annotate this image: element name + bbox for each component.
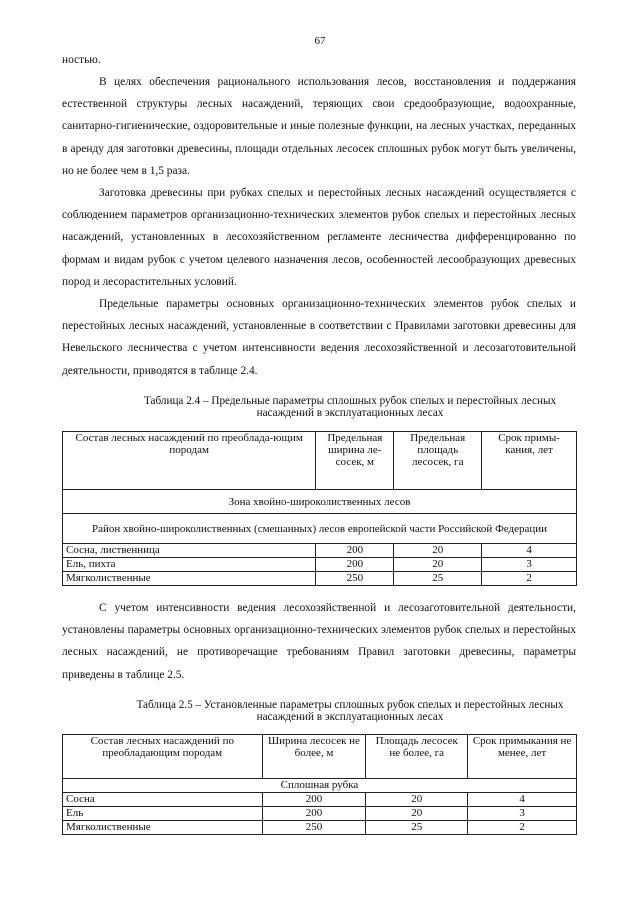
value-cell: 4	[482, 544, 577, 558]
table-section-row	[63, 779, 577, 793]
table-row	[63, 807, 577, 821]
species-cell: Ель, пихта	[63, 558, 316, 572]
value-cell: 4	[468, 793, 577, 807]
species-cell: Мягколиственные	[63, 821, 263, 835]
value-cell: 250	[262, 821, 366, 835]
value-cell: 20	[366, 793, 468, 807]
value-cell: 200	[262, 793, 366, 807]
header-cell: Срок примы-кания, лет	[482, 432, 577, 490]
species-cell: Ель	[63, 807, 263, 821]
table-row	[63, 793, 577, 807]
value-cell: 25	[366, 821, 468, 835]
species-cell: Мягколиственные	[63, 572, 316, 586]
paragraph-4: С учетом интенсивности ведения лесохозяйственной и лесозаготовительной деятельности, установлены параметры основных организационно-технических элементов рубок спелых и перестойных лесных насаждений, не противоречащие требованиям Правил заготовки древесины, параметры приведены в таблице 2.5.	[62, 602, 576, 681]
header-cell: Состав лесных насаждений по преоблада-ющим породам	[63, 432, 316, 490]
value-cell: 2	[468, 821, 577, 835]
value-cell: 20	[394, 544, 482, 558]
value-cell: 25	[394, 572, 482, 586]
table-zone-row	[63, 490, 577, 514]
table-row	[63, 544, 577, 558]
value-cell: 200	[262, 807, 366, 821]
table-header-row	[63, 735, 577, 779]
value-cell: 3	[482, 558, 577, 572]
table-2-5	[62, 734, 577, 835]
table-2-4-caption: Таблица 2.4 – Предельные параметры сплошных рубок спелых и перестойных лесных насаждений в эксплуатационных лесах	[143, 395, 557, 419]
header-cell: Предельная площадь лесосек, га	[394, 432, 482, 490]
table-row	[63, 572, 577, 586]
region-cell: Район хвойно-широколиственных (смешанных) лесов европейской части Российской Федерации	[63, 514, 577, 544]
header-cell: Площадь лесосек не более, га	[366, 735, 468, 779]
table-region-row	[63, 514, 577, 544]
value-cell: 20	[366, 807, 468, 821]
value-cell: 250	[316, 572, 394, 586]
paragraph-1: В целях обеспечения рационального использования лесов, восстановления и поддержания естественной структуры лесных насаждений, теряющих свои средообразующие, водоохранные, санитарно-гигиенические, оздоровительные и иные полезные функции, на лесных участках, переданных в аренду для заготовки древесины, площади отдельных лесосек сплошных рубок могут быть увеличены, но не более чем в 1,5 раза.	[62, 76, 576, 177]
species-cell: Сосна	[63, 793, 263, 807]
value-cell: 2	[482, 572, 577, 586]
value-cell: 20	[394, 558, 482, 572]
header-cell: Ширина лесосек не более, м	[262, 735, 366, 779]
paragraph-2: Заготовка древесины при рубках спелых и перестойных лесных насаждений осуществляется с соблюдением параметров организационно-технических элементов рубок спелых и перестойных лесных насаждений, установленных в лесохозяйственном регламенте лесничества дифференцированно по формам и видам рубок с учетом целевого назначения лесов, особенностей лесообразующих древесных пород и лесорастительных условий.	[62, 187, 576, 288]
species-cell: Сосна, лиственница	[63, 544, 316, 558]
table-2-4	[62, 431, 577, 586]
value-cell: 3	[468, 807, 577, 821]
paragraph-continuation: ностью.	[62, 54, 101, 66]
header-cell: Срок примыкания не менее, лет	[468, 735, 577, 779]
page-number: 67	[314, 35, 326, 47]
paragraph-3: Предельные параметры основных организационно-технических элементов рубок спелых и перестойных лесных насаждений, установленные в соответствии с Правилами заготовки древесины для Невельского лесничества с учетом интенсивности ведения лесохозяйственной и лесозаготовительной деятельности, приводятся в таблице 2.4.	[62, 298, 576, 377]
header-cell: Состав лесных насаждений по преобладающим породам	[63, 735, 263, 779]
table-row	[63, 821, 577, 835]
table-2-5-caption: Таблица 2.5 – Установленные параметры сплошных рубок спелых и перестойных лесных насаждений в эксплуатационных лесах	[136, 699, 564, 723]
value-cell: 200	[316, 544, 394, 558]
value-cell: 200	[316, 558, 394, 572]
zone-cell: Зона хвойно-широколиственных лесов	[63, 490, 577, 514]
table-row	[63, 558, 577, 572]
section-cell: Сплошная рубка	[63, 779, 577, 793]
header-cell: Предельная ширина ле-сосек, м	[316, 432, 394, 490]
table-header-row	[63, 432, 577, 490]
